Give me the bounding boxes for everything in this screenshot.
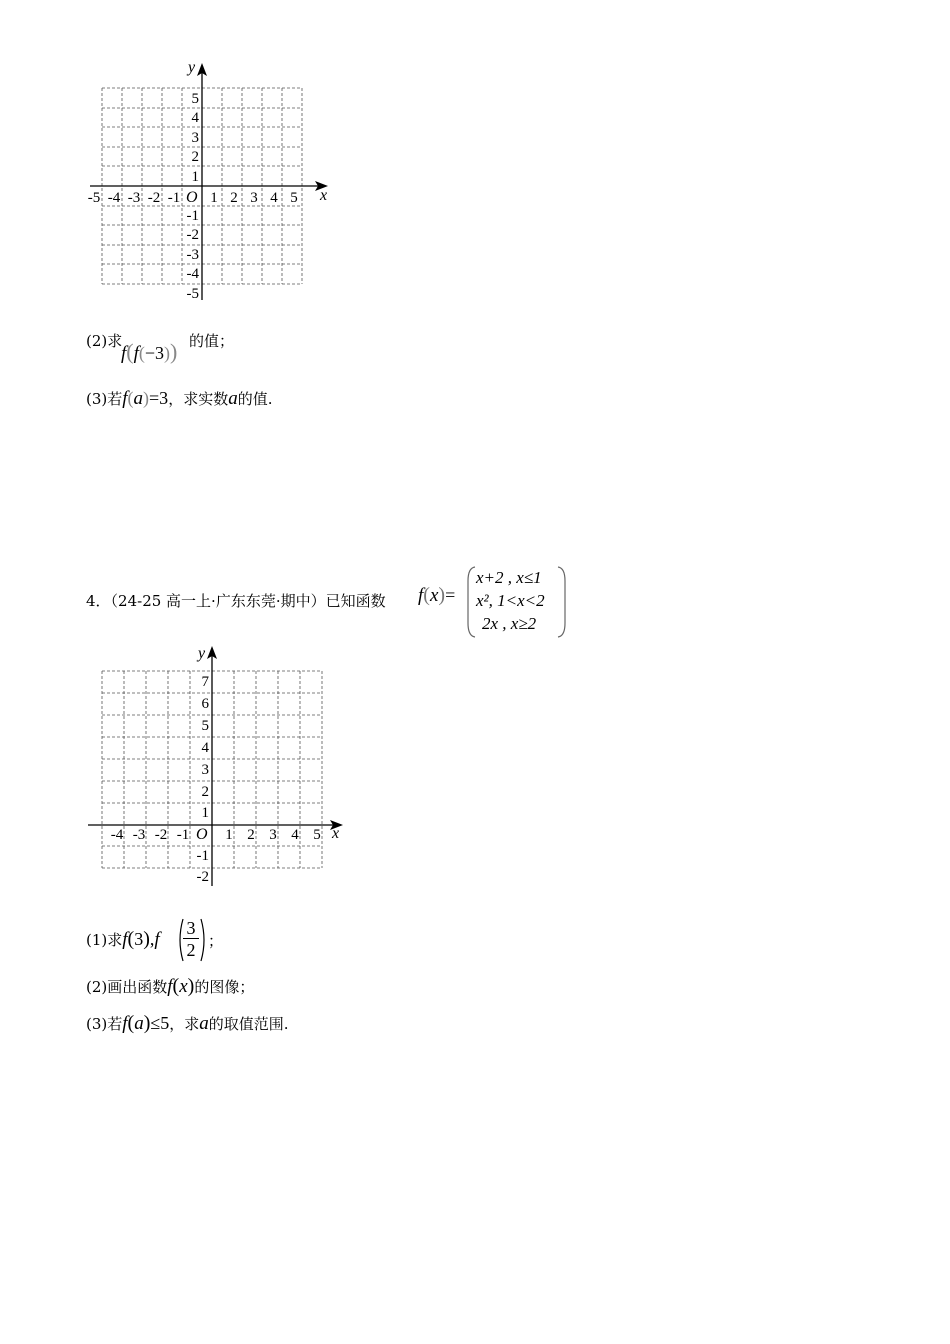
inequality: ≤5 [150, 1013, 170, 1033]
q4-part1-label: (1)求 [86, 931, 123, 949]
question-number: 4． [86, 592, 111, 610]
q3-part2 [86, 330, 122, 351]
y-tick: -3 [186, 247, 199, 263]
y-tick: 3 [201, 762, 209, 778]
numerator: 3 [186, 918, 196, 938]
func-f: f [154, 929, 160, 950]
coordinate-grid-1 [80, 55, 340, 310]
x-tick: -4 [110, 827, 124, 843]
y-tick: -2 [196, 869, 209, 885]
x-axis-label: x [332, 825, 340, 842]
func-f: f [122, 1013, 128, 1034]
x-tick: 2 [247, 827, 255, 843]
argument: a [133, 388, 144, 409]
piecewise-cases [476, 566, 545, 635]
func-f: f [418, 585, 424, 606]
x-axis-label: x [320, 187, 328, 204]
y-axis-label: y [198, 645, 206, 662]
q4-part1: (1)求f(3),f [86, 928, 160, 950]
func-arg: x [429, 585, 439, 606]
argument: a [134, 1013, 144, 1034]
case-3: 2x , x≥2 [482, 614, 537, 633]
x-tick: 5 [290, 190, 298, 206]
q4-part3-tail: 的取值范围. [208, 1015, 289, 1033]
y-tick: -5 [186, 286, 199, 302]
q3-part2-label: (2)求 [86, 332, 123, 350]
q4-part3-mid: ，求 [169, 1015, 200, 1033]
x-tick: -3 [132, 827, 146, 843]
q3-part3-mid: ，求实数 [168, 390, 229, 408]
x-tick: -1 [176, 827, 190, 843]
right-brace [556, 565, 568, 639]
func-f: f [121, 343, 127, 364]
case-2: x², 1<x<2 [476, 591, 545, 610]
y-tick: 3 [191, 130, 199, 146]
argument: −3 [144, 343, 165, 363]
x-tick: -4 [107, 190, 121, 206]
x-tick: -5 [87, 190, 101, 206]
y-tick: -4 [186, 266, 199, 282]
x-tick: 4 [270, 190, 278, 206]
equals: = [445, 585, 456, 605]
x-tick: 1 [210, 190, 218, 206]
x-tick: 3 [269, 827, 277, 843]
equation: =3 [149, 388, 169, 408]
y-tick: 2 [191, 149, 199, 165]
variable: a [228, 388, 238, 409]
q4-part3: (3)若f(a)≤5，求a的取值范围. [86, 1012, 289, 1034]
y-tick: -1 [196, 848, 209, 864]
q4-function: f(x)= [418, 584, 456, 606]
q3-part3-tail: 的值. [237, 390, 273, 408]
x-tick: 3 [250, 190, 258, 206]
y-tick: 5 [201, 718, 209, 734]
q3-part2-expression: f(f(−3)) [121, 339, 178, 364]
fraction [183, 918, 199, 961]
argument: x [179, 976, 188, 997]
q4-header [86, 590, 386, 611]
question-source: （24-25 高一上·广东东莞·期中）已知函数 [110, 592, 386, 610]
case-1: x+2 , x≤1 [476, 568, 542, 587]
origin-label: O [186, 189, 198, 206]
x-tick: -2 [147, 190, 161, 206]
q4-part2-label: (2)画出函数 [86, 978, 168, 996]
func-f: f [167, 976, 173, 997]
y-tick: 1 [201, 805, 209, 821]
comma: , [149, 929, 155, 949]
y-tick: 7 [201, 674, 209, 690]
y-tick: -1 [186, 208, 199, 224]
q3-part2-tail: 的值； [189, 332, 235, 350]
y-axis-label: y [188, 59, 196, 76]
q4-part2-tail: 的图像； [194, 978, 255, 996]
q3-part3-label: (3)若 [86, 390, 123, 408]
func-f: f [122, 388, 128, 409]
y-tick: 5 [191, 91, 199, 107]
x-tick: 4 [291, 827, 299, 843]
y-tick: -2 [186, 227, 199, 243]
q4-part3-label: (3)若 [86, 1015, 123, 1033]
denominator: 2 [186, 940, 196, 960]
origin-label: O [196, 826, 208, 843]
y-tick-labels [197, 674, 210, 885]
func-f: f [122, 929, 128, 950]
x-tick-labels [111, 827, 321, 843]
func-f-inner: f [133, 343, 139, 364]
variable: a [199, 1013, 209, 1034]
argument: 3 [134, 929, 144, 949]
y-tick: 2 [201, 784, 209, 800]
x-tick: 1 [225, 827, 233, 843]
x-tick: -1 [167, 190, 181, 206]
coordinate-grid-2 [80, 640, 350, 890]
y-tick: 6 [201, 696, 209, 712]
y-tick: 1 [191, 169, 199, 185]
x-tick: -2 [154, 827, 168, 843]
x-tick: -3 [127, 190, 141, 206]
y-tick: 4 [191, 110, 199, 126]
q4-part1-tail: ； [208, 932, 224, 950]
q3-part3: (3)若f(a)=3，求实数a的值. [86, 388, 273, 409]
x-tick: 2 [230, 190, 238, 206]
x-tick: 5 [313, 827, 321, 843]
y-tick: 4 [201, 740, 209, 756]
q4-part2: (2)画出函数f(x)的图像； [86, 975, 255, 997]
